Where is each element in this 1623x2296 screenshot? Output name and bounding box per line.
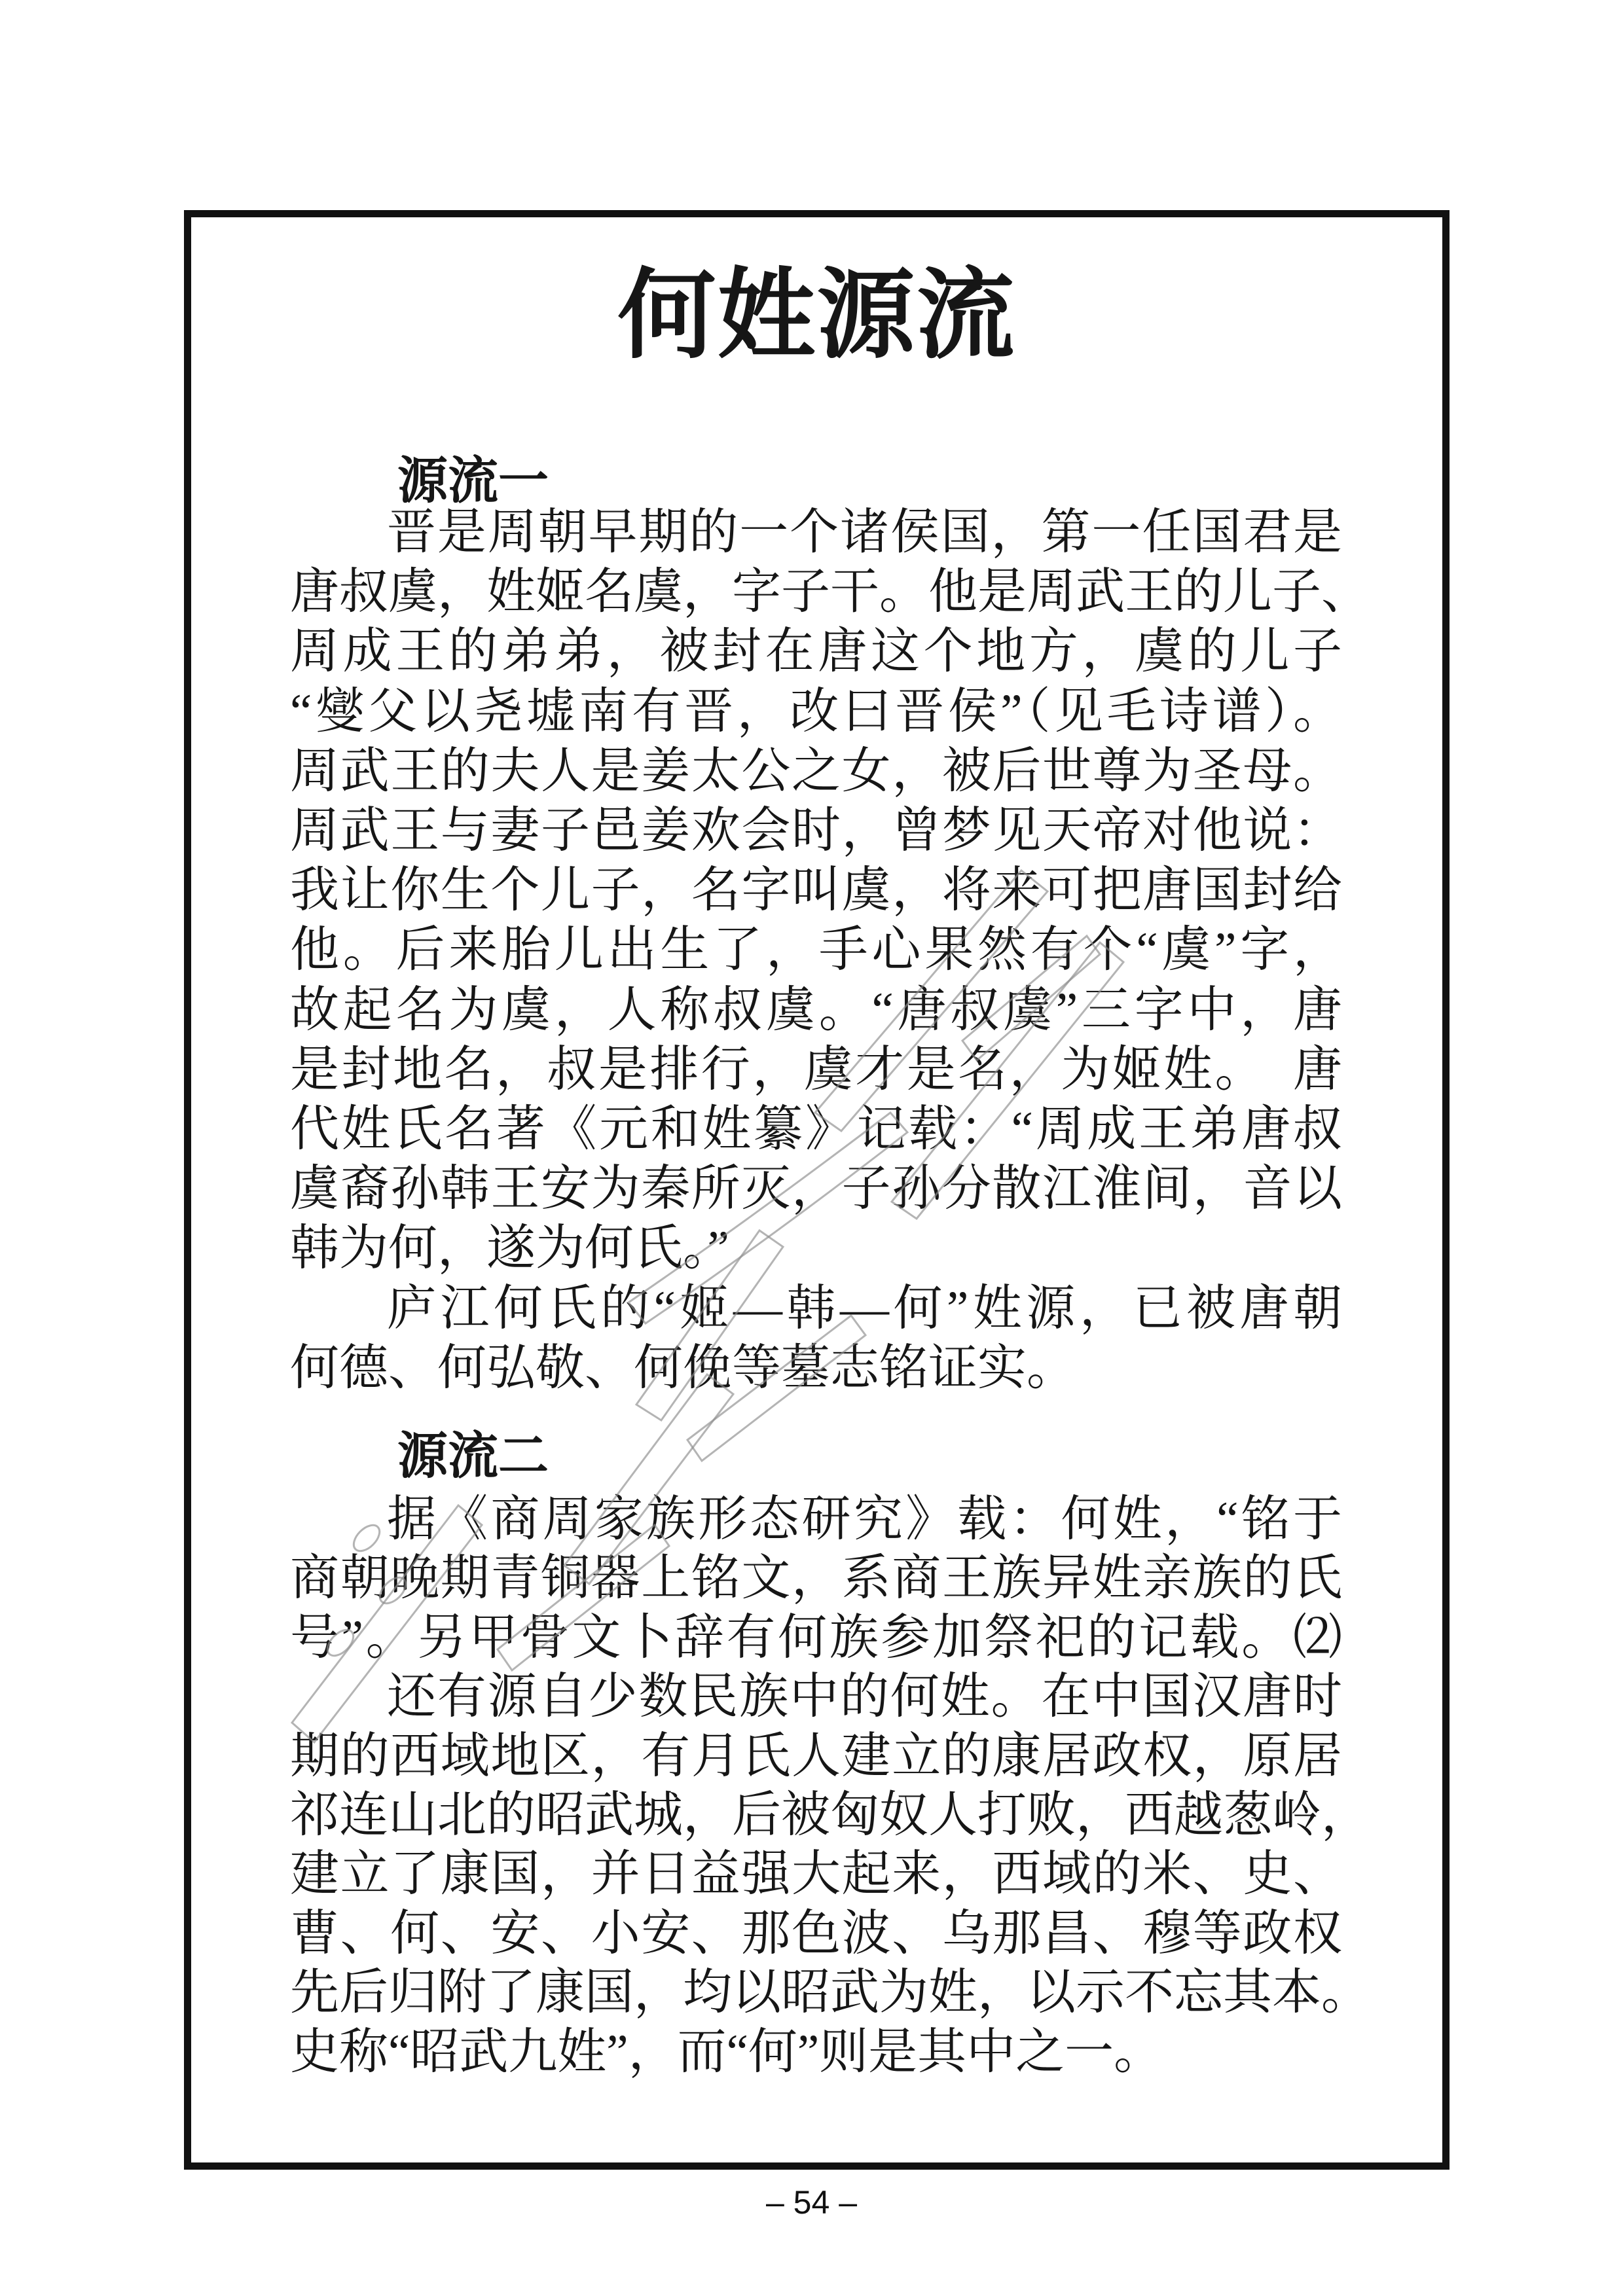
- text-line: 晋是周朝早期的一个诸侯国，第一任国君是: [387, 505, 1342, 560]
- text-line: 唐叔虞，姓姬名虞，字子干。他是周武王的儿子、: [290, 565, 1371, 619]
- text-line: 建立了康国，并日益强大起来，西域的米、史、: [290, 1847, 1342, 1901]
- text-line: 我让你生个儿子，名字叫虞，将来可把唐国封给: [290, 863, 1342, 918]
- text-line: 史称“昭武九姓”，而“何”则是其中之一。: [290, 2025, 1163, 2079]
- text-line: 周武王的夫人是姜太公之女，被后世尊为圣母。: [290, 744, 1342, 798]
- text-line: 何德、何弘敬、何俛等墓志铭证实。: [290, 1341, 1076, 1395]
- page-title: 何姓源流: [617, 262, 1016, 370]
- text-line: 还有源自少数民族中的何姓。在中国汉唐时: [387, 1670, 1342, 1724]
- text-line: 周成王的弟弟，被封在唐这个地方，虞的儿子: [290, 624, 1342, 679]
- text-line: 是封地名，叔是排行，虞才是名，为姬姓。 唐: [290, 1043, 1342, 1097]
- section-heading: 源流二: [397, 1428, 549, 1484]
- text-line: 故起名为虞，人称叔虞。“唐叔虞”三字中，唐: [290, 983, 1342, 1037]
- text-line: 庐江何氏的“姬—韩—何”姓源，已被唐朝: [387, 1282, 1342, 1336]
- text-line: 祁连山北的昭武城，后被匈奴人打败，西越葱岭，: [290, 1788, 1371, 1842]
- text-line: “燮父以尧墟南有晋，改曰晋侯”（见毛诗谱）。: [290, 685, 1342, 739]
- text-line: 他。后来胎儿出生了，手心果然有个“虞”字，: [290, 923, 1342, 977]
- text-line: 曹、何、安、小安、那色波、乌那昌、穆等政权: [290, 1907, 1342, 1961]
- text-line: 期的西域地区，有月氏人建立的康居政权，原居: [290, 1729, 1342, 1784]
- section-heading: 源流一: [397, 453, 549, 509]
- text-line: 周武王与妻子邑姜欢会时，曾梦见天帝对他说：: [290, 804, 1342, 858]
- text-line: 代姓氏名著《元和姓纂》记载：“周成王弟唐叔: [290, 1102, 1342, 1157]
- text-line: 商朝晚期青铜器上铭文，系商王族异姓亲族的氏: [290, 1551, 1342, 1605]
- text-line: 韩为何，遂为何氏。”: [290, 1221, 729, 1276]
- text-line: 虞裔孙韩王安为秦所灭，子孙分散江淮间，音以: [290, 1162, 1342, 1216]
- text-line: 号”。另甲骨文卜辞有何族参加祭祀的记载。⑵: [290, 1611, 1342, 1665]
- text-line: 先后归附了康国，均以昭武为姓，以示不忘其本。: [290, 1965, 1371, 2020]
- page-number: – 54 –: [765, 2184, 857, 2221]
- text-line: 据《商周家族形态研究》载：何姓，“铭于: [387, 1492, 1342, 1547]
